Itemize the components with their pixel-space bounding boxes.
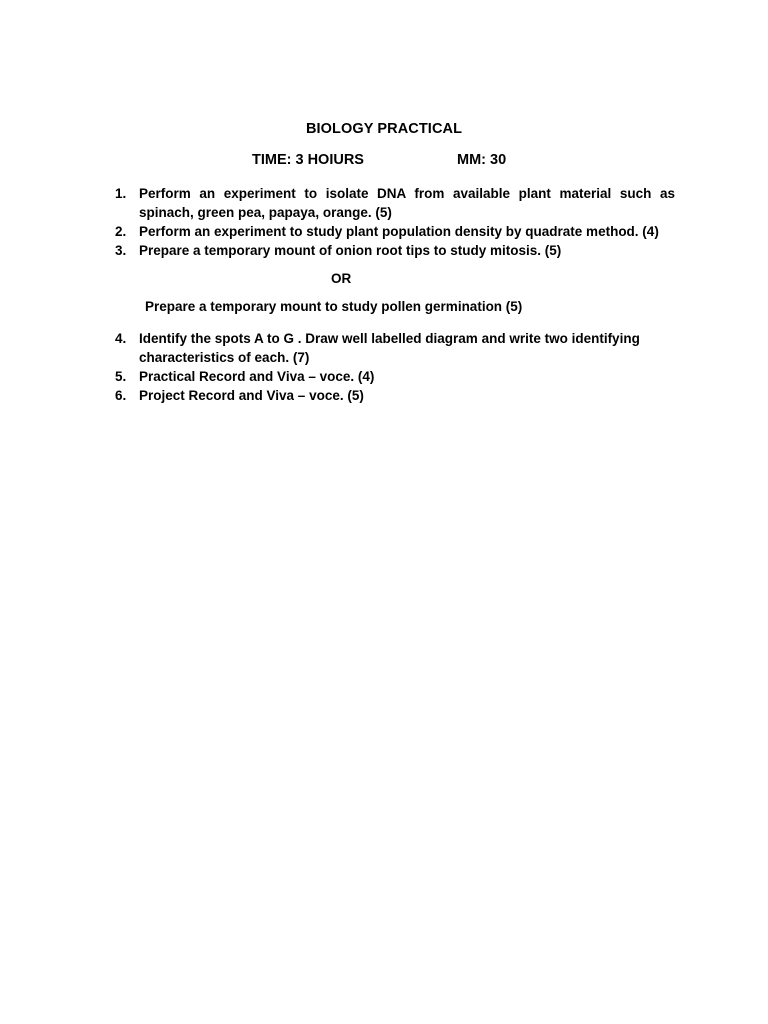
exam-info-line [0,152,768,172]
question-item-1 [115,184,675,222]
question-number: 4. [115,331,127,346]
time-duration: TIME: 3 HOIURS [252,152,364,168]
question-list-part2 [115,329,675,405]
question-number: 6. [115,388,127,403]
question-text: Perform an experiment to study plant population density by quadrate method. (4) [139,224,659,239]
question-text: Prepare a temporary mount of onion root tips to study mitosis. (5) [139,243,562,258]
question-item-3 [115,241,675,260]
document-title: BIOLOGY PRACTICAL [305,121,463,137]
alternative-question: Prepare a temporary mount to study pollen germination (5) [145,299,523,314]
or-separator: OR [331,271,352,286]
question-number: 5. [115,369,127,384]
question-number: 3. [115,243,127,258]
question-text: Practical Record and Viva – voce. (4) [139,369,375,384]
question-number: 1. [115,186,127,201]
question-list-part1 [115,184,675,260]
question-text: Project Record and Viva – voce. (5) [139,388,364,403]
question-item-2 [115,222,675,241]
max-marks: MM: 30 [457,152,507,168]
question-number: 2. [115,224,127,239]
question-item-6 [115,386,675,405]
question-item-4 [115,329,675,367]
question-item-5 [115,367,675,386]
question-text: Identify the spots A to G . Draw well labelled diagram and write two identifying characteristics of each. (7) [139,331,640,365]
question-text: Perform an experiment to isolate DNA from available plant material such as spinach, green pea, papaya, orange. (5) [139,186,675,220]
